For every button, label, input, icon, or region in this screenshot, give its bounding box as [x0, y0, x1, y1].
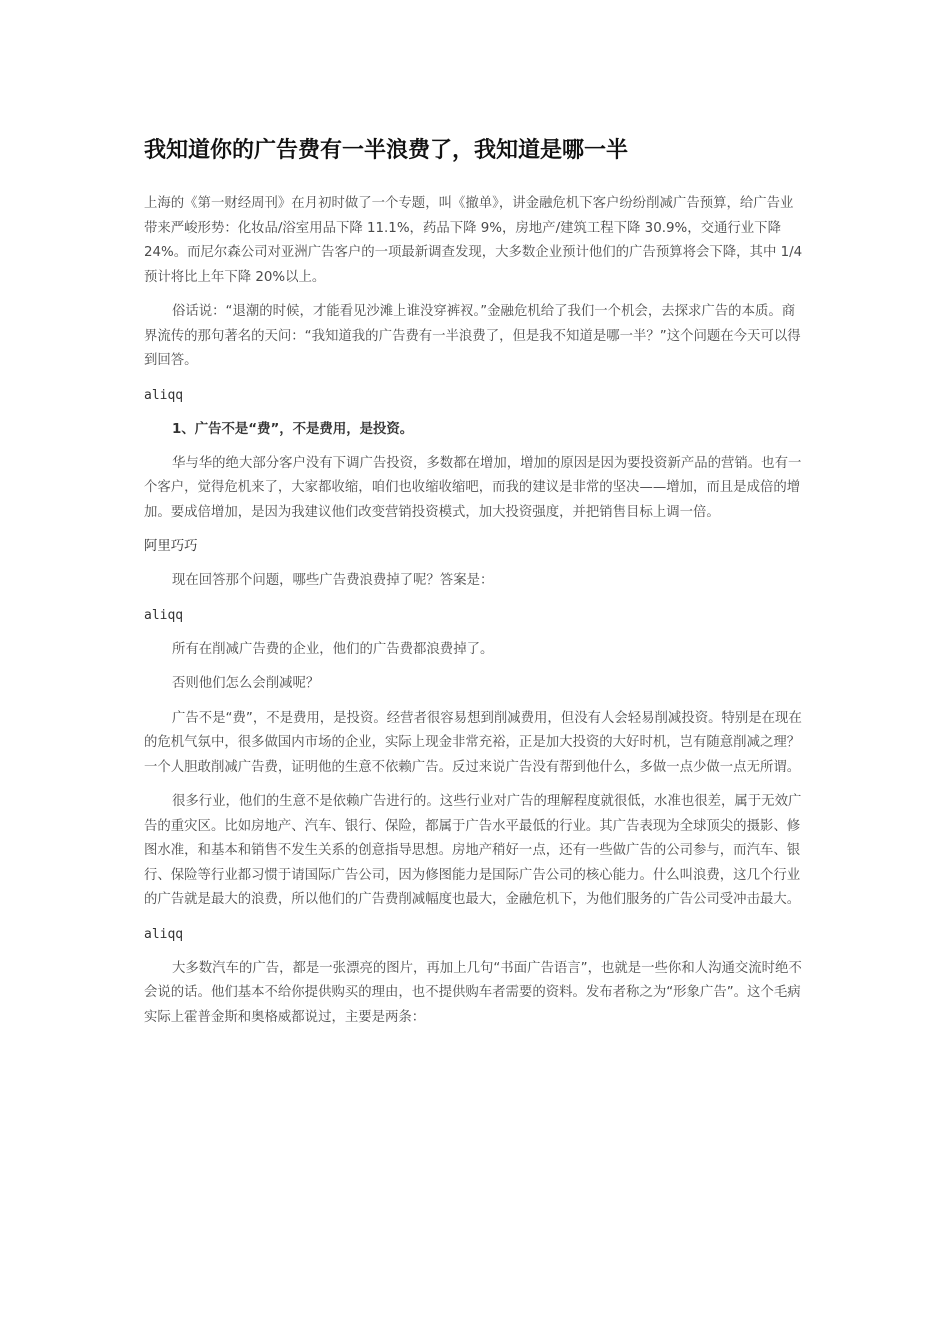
- paragraph-answer: 所有在削减广告费的企业，他们的广告费都浪费掉了。: [172, 641, 494, 657]
- paragraph-rhetorical: 否则他们怎么会削减呢？: [172, 676, 320, 691]
- paragraph-intro: 上海的《第一财经周刊》在月初时做了一个专题，叫《撤单》，讲金融危机下客户纷纷削减广告预算，给广告业带来严峻形势：化妆品/浴室用品下降 11.1%，药品下降 9%，房地产/建筑工程下降 30.9%，交通行业下降 24%。而尼尔森公司对亚洲广告客户的一项最新调查发现，大多数企业预计他们的广告预算将会下降，其中 1/4 预计将比上年下降 20%以上。: [144, 196, 803, 285]
- paragraph-investment: 广告不是“费”，不是费用，是投资。经营者很容易想到削减费用，但没有人会轻易削减投资。特别是在现在的危机气氛中，很多做国内市场的企业，实际上现金非常充裕，正是加大投资的大好时机，岂有随意削减之理？一个人胆敢削减广告费，证明他的生意不依赖广告。反过来说广告没有帮到他什么，多做一点少做一点无所谓。: [144, 710, 802, 775]
- paragraph-clients: 华与华的绝大部分客户没有下调广告投资，多数都在增加，增加的原因是因为要投资新产品的营销。也有一个客户，觉得危机来了，大家都收缩，咱们也收缩收缩吧，而我的建议是非常的坚决——增加，而且是成倍的增加。要成倍增加，是因为我建议他们改变营销投资模式，加大投资强度，并把销售目标上调一倍。: [144, 455, 802, 520]
- watermark-tag: 阿里巧巧: [144, 539, 198, 554]
- section-heading: 1、广告不是“费”，不是费用，是投资。: [172, 421, 414, 437]
- watermark-tag: aliqq: [144, 607, 184, 623]
- paragraph-question: 现在回答那个问题，哪些广告费浪费掉了呢？答案是：: [172, 573, 494, 588]
- article-title: 我知道你的广告费有一半浪费了，我知道是哪一半: [144, 138, 629, 163]
- paragraph-proverb: 俗话说：“退潮的时候，才能看见沙滩上谁没穿裤衩。”金融危机给了我们一个机会，去探求广告的本质。商界流传的那句著名的天问：“我知道我的广告费有一半浪费了，但是我不知道是哪一半？”这个问题在今天可以得到回答。: [144, 304, 801, 368]
- paragraph-auto-ads: 大多数汽车的广告，都是一张漂亮的图片，再加上几句“书面广告语言”，也就是一些你和人沟通交流时绝不会说的话。他们基本不给你提供购买的理由，也不提供购车者需要的资料。发布者称之为“形象广告”。这个毛病实际上霍普金斯和奥格威都说过，主要是两条：: [144, 960, 802, 1025]
- watermark-tag: aliqq: [144, 926, 184, 942]
- document-page: [144, 136, 804, 1040]
- watermark-tag: aliqq: [144, 387, 184, 403]
- paragraph-industries: 很多行业，他们的生意不是依赖广告进行的。这些行业对广告的理解程度就很低，水准也很差，属于无效广告的重灾区。比如房地产、汽车、银行、保险，都属于广告水平最低的行业。其广告表现为全球顶尖的摄影、修图水准，和基本和销售不发生关系的创意指导思想。房地产稍好一点，还有一些做广告的公司参与，而汽车、银行、保险等行业都习惯于请国际广告公司，因为修图能力是国际广告公司的核心能力。什么叫浪费，这几个行业的广告就是最大的浪费，所以他们的广告费削减幅度也最大，金融危机下，为他们服务的广告公司受冲击最大。: [144, 794, 802, 907]
